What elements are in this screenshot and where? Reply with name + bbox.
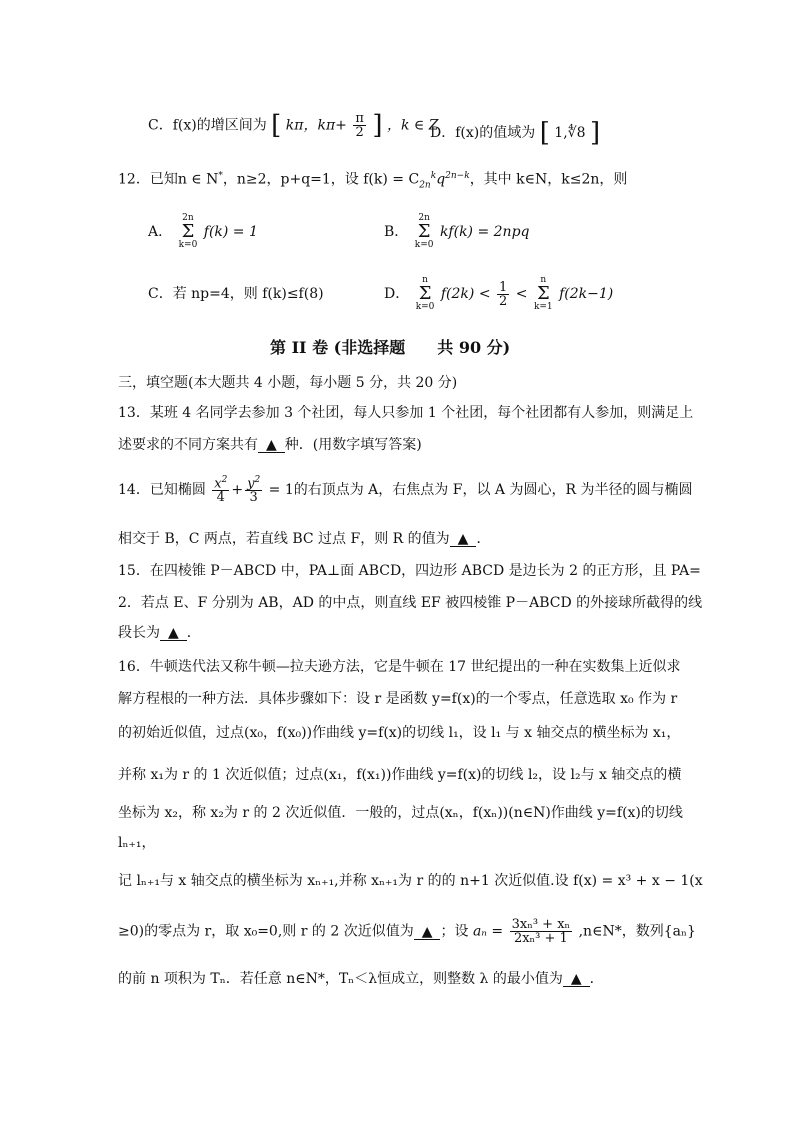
q16-text: ．	[589, 971, 604, 987]
q16-text: 的前 n 项积为 Tₙ．若任意 n∈N*，Tₙ＜λ恒成立，则整数 λ 的最小值为	[118, 971, 563, 987]
q16-text: ,n∈N*，数列{aₙ}	[578, 923, 696, 940]
fraction-denominator: 2	[355, 125, 364, 140]
q12-option-a-label: A．	[148, 224, 173, 240]
q12-stem-part: q	[436, 171, 446, 188]
q16-line-4: 并称 x₁为 r 的 1 次近似值；过点(x₁，f(x₁))作曲线 y=f(x)的切线 l₂，设 l₂与 x 轴交点的横	[118, 767, 682, 783]
left-bracket: [	[539, 118, 550, 148]
q16-line-1: 16．牛顿迭代法又称牛顿—拉夫逊方法，它是牛顿在 17 世纪提出的一种在实数集上近似求	[118, 659, 681, 675]
fraction-numerator: $y^2$	[247, 475, 261, 492]
q16-line-2: 解方程根的一种方法．具体步骤如下：设 r 是函数 y=f(x)的一个零点，任意选取 x₀ 作为 r	[118, 691, 678, 707]
fraction-denominator: 2xₙ³ + 1	[513, 931, 568, 946]
summation-symbol: 2n Σ k=0	[414, 213, 434, 250]
q16-line-6: lₙ₊₁，	[118, 835, 156, 851]
right-bracket: ]	[589, 118, 601, 148]
fraction-denominator: 3	[249, 490, 258, 506]
q16-line-8	[118, 918, 696, 945]
q12-stem-part: ，其中 k∈N，k≤2n，则	[469, 171, 628, 188]
q12-option-d	[384, 276, 613, 312]
q16-line-9	[118, 972, 604, 987]
q13-line-2	[118, 438, 422, 453]
sequence-fraction	[510, 918, 573, 945]
q12-option-b-expr: kf(k) = 2npq	[439, 224, 530, 240]
fraction-numerator: $x^2$	[214, 475, 228, 492]
q12-option-d-expr: <	[515, 286, 528, 302]
q12-option-a-expr: f(k) = 1	[203, 224, 258, 240]
q11-option-c	[148, 112, 438, 139]
q12-stem-part: ，n≥2，p+q=1，设 f(k) = C	[222, 171, 420, 188]
q11-interval-left: kπ，kπ+	[285, 117, 347, 134]
q12-option-c	[148, 287, 324, 301]
q12-option-d-expr: f(2k−1)	[559, 286, 614, 302]
q14-text: = 1的右顶点为 A，右焦点为 F，以 A 为圆心，R 为半径的圆与椭圆	[268, 482, 693, 499]
q12-stem: 12．已知n ∈ N*，n≥2，p+q=1，设 $f(k) = C_{2n}^kq^{2n-k}$，其中 k∈N，k≤2n，则	[118, 171, 628, 191]
q14-text: 相交于 B，C 两点，若直线 BC 过点 F，则 R 的值为	[118, 531, 450, 547]
y-squared-over-three	[245, 476, 262, 504]
answer-blank[interactable]: ▲	[160, 626, 187, 641]
q16-line-3: 的初始近似值，过点(x₀，f(x₀))作曲线 y=f(x)的切线 l₁，设 l₁ 与 x 轴交点的横坐标为 x₁，	[118, 725, 681, 741]
answer-blank[interactable]: ▲	[450, 532, 477, 547]
q12-option-a	[148, 214, 258, 250]
q11-range-value: 1,∜8	[554, 125, 586, 141]
half-fraction	[497, 281, 509, 308]
q11-option-d-label: D．f(x)的值域为	[430, 125, 536, 141]
q14-line-1: 14．已知椭圆 $\frac{x^2}{4}$ + $\frac{y^2}{3}$ = 1的右顶点为 A，右焦点为 F，以 A 为圆心，R 为半径的圆与椭圆	[118, 475, 693, 506]
q16-text: ；设	[440, 923, 469, 940]
q12-option-d-expr: f(2k) <	[440, 286, 491, 302]
fraction-denominator: 2	[499, 293, 508, 309]
summation-symbol: 2n Σ k=0	[178, 213, 198, 250]
q15-text: ．	[186, 625, 201, 641]
q15-line-1: 15．在四棱锥 P－ABCD 中，PA⊥面 ABCD，四边形 ABCD 是边长为 2 的正方形，且 PA=	[118, 563, 701, 579]
q11-interval-tail: ，k ∈ Z	[386, 117, 439, 134]
q15-line-3	[118, 626, 201, 641]
fraction-denominator: 4	[216, 490, 225, 506]
fill-in-section-title: 三，填空题(本大题共 4 小题，每小题 5 分，共 20 分)	[118, 375, 458, 391]
q12-stem-part: 12．已知n ∈ N	[118, 171, 219, 188]
q15-text: 段长为	[118, 625, 160, 641]
q11-option-d	[430, 120, 600, 146]
q13-text: 述要求的不同方案共有	[118, 437, 258, 453]
q13-line-1: 13．某班 4 名同学去参加 3 个社团，每人只参加 1 个社团，每个社团都有人参加，则满足上	[118, 405, 694, 421]
fraction-numerator: π	[355, 111, 364, 126]
q12-option-c-text: C．若 np=4，则 f(k)≤f(8)	[148, 286, 324, 302]
fraction-numerator: 3xₙ³ + xₙ	[511, 917, 571, 932]
q14-text: 14．已知椭圆	[118, 482, 206, 499]
q16-line-7: 记 lₙ₊₁与 x 轴交点的横坐标为 xₙ₊₁,并称 xₙ₊₁为 r 的的 n+1 次近似值.设 f(x) = x³ + x − 1(x	[118, 873, 703, 889]
q14-text: ．	[476, 531, 491, 547]
answer-blank[interactable]: ▲	[258, 438, 285, 453]
q13-text: 种．(用数字填写答案)	[284, 437, 422, 453]
pi-over-two-fraction	[353, 112, 366, 139]
right-bracket: ]	[372, 110, 383, 141]
answer-blank[interactable]: ▲	[563, 972, 590, 987]
left-bracket: [	[271, 110, 282, 141]
q12-option-b	[384, 214, 530, 250]
q16-line-5: 坐标为 x₂，称 x₂为 r 的 2 次近似值．一般的，过点(xₙ，f(xₙ))(n∈N)作曲线 y=f(x)的切线	[118, 805, 683, 821]
part-two-title: 第 II 卷 (非选择题 共 90 分)	[270, 338, 511, 357]
q12-option-d-label: D．	[384, 286, 410, 302]
x-squared-over-four	[212, 476, 229, 504]
q11-option-c-label: C．f(x)的增区间为	[148, 117, 267, 134]
answer-blank[interactable]: ▲	[414, 925, 441, 940]
q16-text: ≥0)的零点为 r，取 x₀=0,则 r 的 2 次近似值为	[118, 923, 414, 940]
q15-line-2: 2．若点 E、F 分别为 AB，AD 的中点，则直线 EF 被四棱锥 P－ABCD 的外接球所截得的线	[118, 595, 703, 611]
summation-symbol: n Σ k=0	[415, 275, 435, 312]
q16-sequence-def: aₙ =	[472, 923, 504, 940]
fraction-numerator: 1	[499, 279, 508, 295]
q12-option-b-label: B．	[384, 224, 409, 240]
summation-symbol: n Σ k=1	[533, 275, 553, 312]
q14-line-2	[118, 532, 490, 547]
